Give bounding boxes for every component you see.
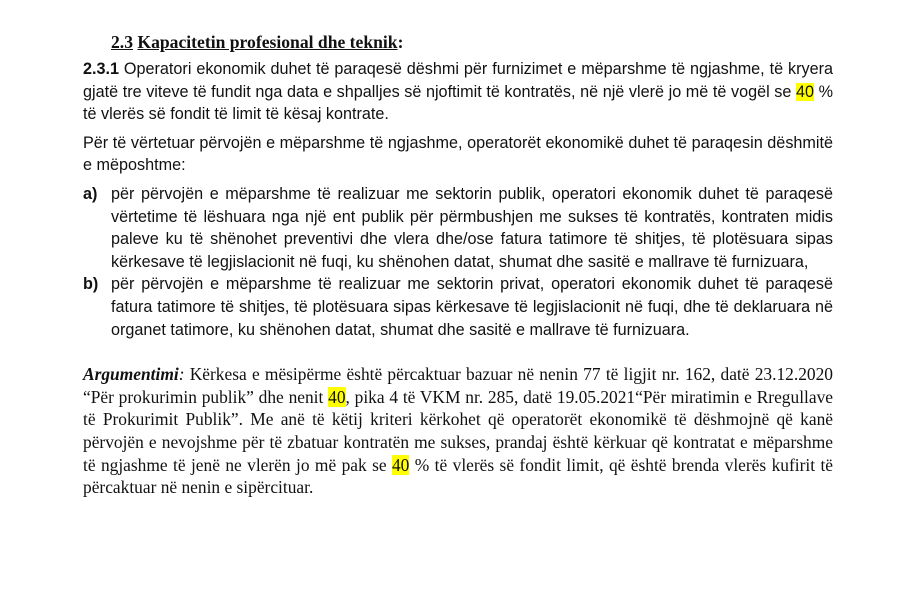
list-marker-b: b) [83,275,99,294]
argument-label: Argumentimi [83,364,179,385]
argument-highlight-2: 40 [391,454,410,475]
section-heading [111,30,833,54]
clause-text-before: Operatori ekonomik duhet të paraqesë dëshmi për furnizimet e mëparshme të ngjashme, të kryera gjatë tre viteve të fundit nga data e shpalljes së njoftimit të kontratës, në një vlerë jo më të vogël se [83,60,833,101]
section-number: 2.3 [111,32,133,52]
clause-text-after: % të vlerës së fondit të limit të kësaj kontrate. [83,82,833,124]
clause-highlight: 40 [795,82,814,101]
argument-part3: % të vlerës së fondit limit, që është brenda vlerës kufirit të përcaktuar në nenin e sipërcituar. [83,454,833,498]
list-marker-a: a) [83,184,98,203]
evidence-list [83,183,833,341]
intro-paragraph: Për të vërtetuar përvojën e mëparshme të ngjashme, operatorët ekonomikë duhet të paraqesin dëshmitë e mëposhtme: [83,133,833,175]
argument-highlight-1: 40 [328,386,346,407]
list-item-a [83,183,833,273]
section-colon: : [397,32,404,52]
clause-paragraph [83,58,833,126]
list-item-b [83,273,833,341]
list-text-b: për përvojën e mëparshme të realizuar me sektorin privat, operatori ekonomik duhet të paraqesë fatura tatimore të shitjes, të plotësuara sipas kërkesave të legjislacionit në fuqi, dhe të deklaruara në organet tatimore, ku shënohen datat, shumat dhe sasitë e mallrave të furnizuara. [111,275,833,339]
argument-part2: , pika 4 të VKM nr. 285, datë 19.05.2021“Për miratimin e Rregullave të Prokurimit Publik”. Me anë të këtij kriteri kërkohet që operatorët ekonomikë të dëshmojnë që kanë përvojën e nevojshme për të zbatuar kontratën me sukses, prandaj është kërkuar që kontratat e mëparshme të ngjashme të jenë ne vlerën jo më pak se [83,386,833,475]
document-page [83,30,833,499]
argument-part1: Kërkesa e mësipërme është përcaktuar bazuar në nenin 77 të ligjit nr. 162, datë 23.12.2020 “Për prokurimin publik” dhe nenit [83,364,833,407]
clause-number: 2.3.1 [83,60,120,78]
argument-paragraph [83,363,833,499]
argument-colon: : [178,364,185,385]
section-title: Kapacitetin profesional dhe teknik [137,32,398,52]
list-text-a: për përvojën e mëparshme të realizuar me sektorin publik, operatori ekonomik duhet të paraqesë vërtetime të lëshuara nga një ent publik për përmbushjen me sukses të kontratës, kontraten midis paleve ku të shënohet preventivi dhe vlera dhe/ose fatura tatimore të shitjes, të plotësuara sipas kërkesave të legjislacionit në fuqi, ku shënohen datat, shumat dhe sasitë e mallrave të furnizuara, [111,184,833,271]
